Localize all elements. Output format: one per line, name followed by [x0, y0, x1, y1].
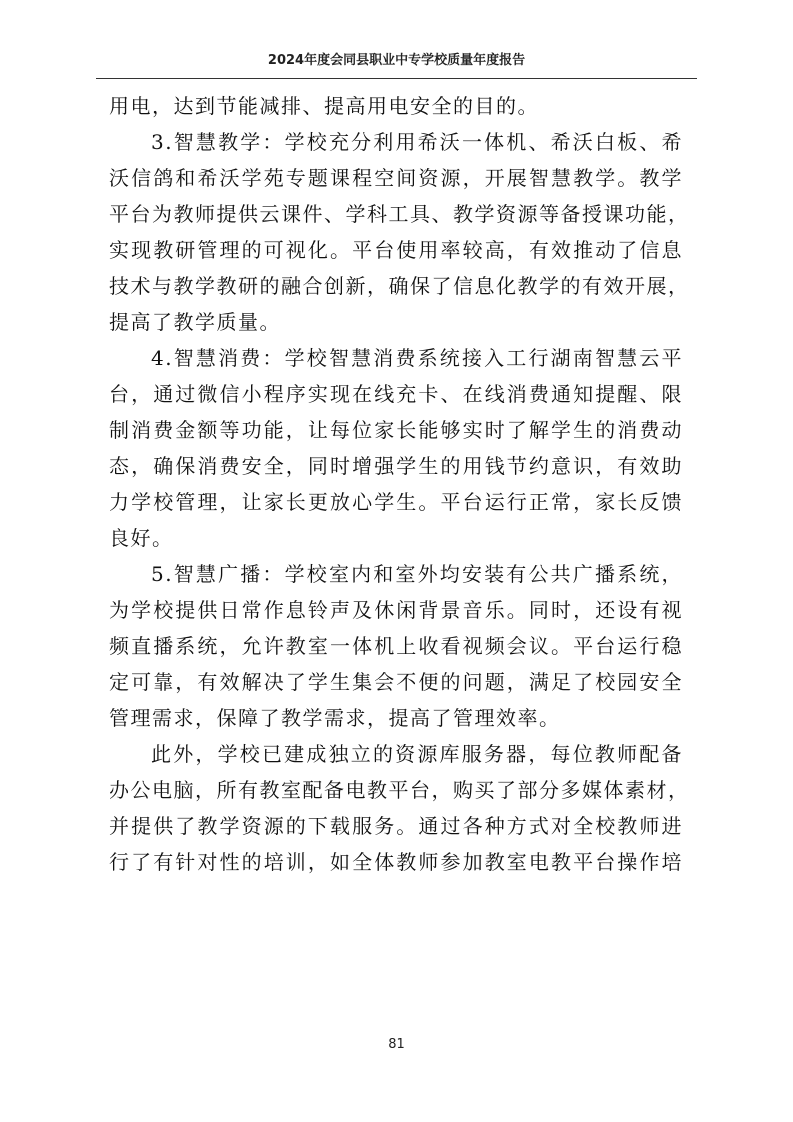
text-line: 实现教研管理的可视化。平台使用率较高，有效推动了信息 — [109, 238, 683, 262]
paragraph-continuation — [109, 88, 683, 124]
text-line: 提高了教学质量。 — [109, 310, 281, 334]
text-line: 力学校管理，让家长更放心学生。平台运行正常，家长反馈 — [109, 490, 683, 514]
paragraph-smart-broadcast — [109, 556, 683, 736]
paragraph-additional-resources — [109, 736, 690, 880]
report-body — [109, 88, 690, 880]
text-line: 办公电脑，所有教室配备电教平台，购买了部分多媒体素材， — [109, 778, 690, 802]
text-line: 沃信鸽和希沃学苑专题课程空间资源，开展智慧教学。教学 — [109, 166, 683, 190]
text-line: 行了有针对性的培训，如全体教师参加教室电教平台操作培 — [109, 850, 683, 874]
text-line: 并提供了教学资源的下载服务。通过各种方式对全校教师进 — [109, 814, 683, 838]
paragraph-smart-teaching — [109, 124, 690, 340]
text-line: 台，通过微信小程序实现在线充卡、在线消费通知提醒、限 — [109, 382, 683, 406]
text-line: 态，确保消费安全，同时增强学生的用钱节约意识，有效助 — [109, 454, 683, 478]
text-line: 制消费金额等功能，让每位家长能够实时了解学生的消费动 — [109, 418, 683, 442]
paragraph-smart-consumption — [109, 340, 683, 556]
text-line: 此外，学校已建成独立的资源库服务器，每位教师配备 — [151, 742, 683, 766]
text-line: 3.智慧教学：学校充分利用希沃一体机、希沃白板、希 — [151, 130, 683, 154]
text-line: 平台为教师提供云课件、学科工具、教学资源等备授课功能， — [109, 202, 690, 226]
header-divider — [96, 78, 697, 79]
text-line: 管理需求，保障了教学需求，提高了管理效率。 — [109, 706, 561, 730]
page-header-title: 2024年度会同县职业中专学校质量年度报告 — [267, 53, 526, 68]
text-line: 技术与教学教研的融合创新，确保了信息化教学的有效开展， — [109, 274, 690, 298]
text-line: 5.智慧广播：学校室内和室外均安装有公共广播系统， — [151, 562, 683, 586]
text-line: 4.智慧消费：学校智慧消费系统接入工行湖南智慧云平 — [151, 346, 683, 370]
page-number: 81 — [388, 1037, 405, 1052]
text-line: 定可靠，有效解决了学生集会不便的问题，满足了校园安全 — [109, 670, 683, 694]
text-line: 用电，达到节能减排、提高用电安全的目的。 — [109, 94, 539, 118]
text-line: 频直播系统，允许教室一体机上收看视频会议。平台运行稳 — [109, 634, 683, 658]
text-line: 为学校提供日常作息铃声及休闲背景音乐。同时，还设有视 — [109, 598, 683, 622]
text-line: 良好。 — [109, 526, 174, 550]
